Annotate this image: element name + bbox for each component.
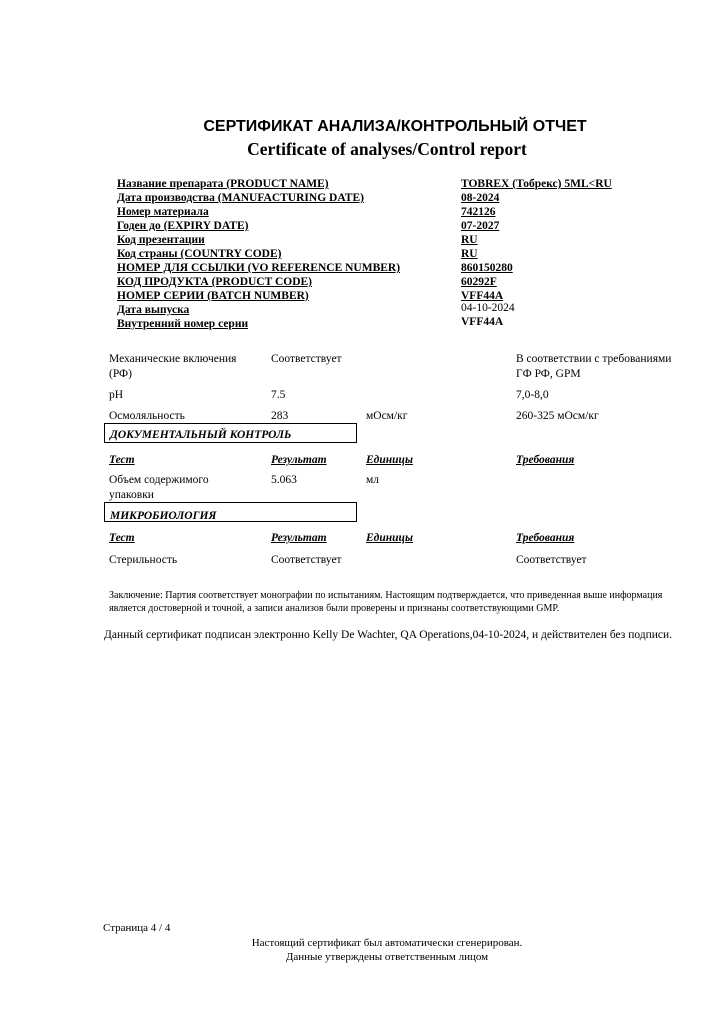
test-requirement-sterility: Соответствует: [516, 554, 587, 566]
test-result-inclusions: Соответствует: [271, 353, 342, 365]
value-product-code: 60292F: [461, 276, 497, 288]
label-presentation-code: Код презентации: [117, 234, 205, 246]
label-vo-reference-number: НОМЕР ДЛЯ ССЫЛКИ (VO REFERENCE NUMBER): [117, 262, 401, 274]
value-manufacturing-date: 08-2024: [461, 192, 500, 204]
value-presentation-code: RU: [461, 234, 478, 246]
test-name-fill-volume: Объем содержимого упаковки: [109, 474, 209, 501]
test-name-ph: pH: [109, 389, 124, 401]
test-result-ph: 7.5: [271, 389, 286, 401]
test-unit-osmolality: мОсм/кг: [366, 410, 408, 422]
value-product-name: TOBREX (Тобрекс) 5ML<RU: [461, 178, 612, 190]
value-vo-reference-number: 860150280: [461, 262, 513, 274]
value-release-date: 04-10-2024: [461, 302, 515, 314]
column-header-result: Результат: [271, 454, 327, 466]
column-header-units: Единицы: [366, 532, 413, 544]
column-header-test: Тест: [109, 454, 135, 466]
test-name-sterility: Стерильность: [109, 554, 178, 566]
test-requirement-osmolality: 260-325 мОсм/кг: [516, 410, 599, 422]
test-result-osmolality: 283: [271, 410, 289, 422]
label-release-date: Дата выпуска: [117, 304, 190, 316]
value-material-number: 742126: [461, 206, 496, 218]
label-internal-batch-number: Внутренний номер серии: [117, 318, 249, 330]
section-title: ДОКУМЕНТАЛЬНЫЙ КОНТРОЛЬ: [110, 429, 292, 441]
test-requirement-ph: 7,0-8,0: [516, 389, 549, 401]
test-unit-fill-volume: мл: [366, 474, 380, 486]
column-header-result: Результат: [271, 532, 327, 544]
conclusion-text: Заключение: Партия соответствует монографии по испытаниям. Настоящим подтверждается, что приведенная выше информация является достоверной и точной, а записи анализов были проверены и признаны соответствующими GMP.: [109, 590, 663, 614]
label-material-number: Номер материала: [117, 206, 209, 218]
column-header-requirements: Требования: [516, 454, 575, 466]
page-number: Страница 4 / 4: [103, 922, 171, 934]
title-ru: СЕРТИФИКАТ АНАЛИЗА/КОНТРОЛЬНЫЙ ОТЧЕТ: [203, 118, 587, 135]
test-result-sterility: Соответствует: [271, 554, 342, 566]
label-product-code: КОД ПРОДУКТА (PRODUCT CODE): [117, 276, 313, 288]
signature-statement: Данный сертификат подписан электронно Kelly De Wachter, QA Operations,04-10-2024, и действителен без подписи.: [104, 629, 673, 641]
label-batch-number: НОМЕР СЕРИИ (BATCH NUMBER): [117, 290, 309, 302]
label-manufacturing-date: Дата производства (MANUFACTURING DATE): [117, 192, 364, 204]
label-expiry-date: Годен до (EXPIRY DATE): [117, 220, 249, 232]
title-en: Certificate of analyses/Control report: [247, 139, 527, 159]
column-header-requirements: Требования: [516, 532, 575, 544]
column-header-units: Единицы: [366, 454, 413, 466]
test-requirement-inclusions: В соответствии с требованиями ГФ РФ, GPM: [516, 353, 672, 380]
value-internal-batch-number: VFF44A: [461, 316, 504, 328]
value-expiry-date: 07-2027: [461, 220, 500, 232]
test-name-osmolality: Осмоляльность: [109, 410, 185, 422]
value-batch-number: VFF44A: [461, 290, 504, 302]
column-header-test: Тест: [109, 532, 135, 544]
test-result-fill-volume: 5.063: [271, 474, 297, 486]
footer-line-1: Настоящий сертификат был автоматически сгенерирован.: [251, 937, 523, 949]
label-product-name: Название препарата (PRODUCT NAME): [117, 178, 329, 190]
label-country-code: Код страны (COUNTRY CODE): [117, 248, 282, 260]
value-country-code: RU: [461, 248, 478, 260]
section-title: МИКРОБИОЛОГИЯ: [110, 510, 217, 522]
footer-line-2: Данные утверждены ответственным лицом: [285, 951, 489, 963]
test-name-inclusions: Механические включения (РФ): [109, 353, 237, 380]
